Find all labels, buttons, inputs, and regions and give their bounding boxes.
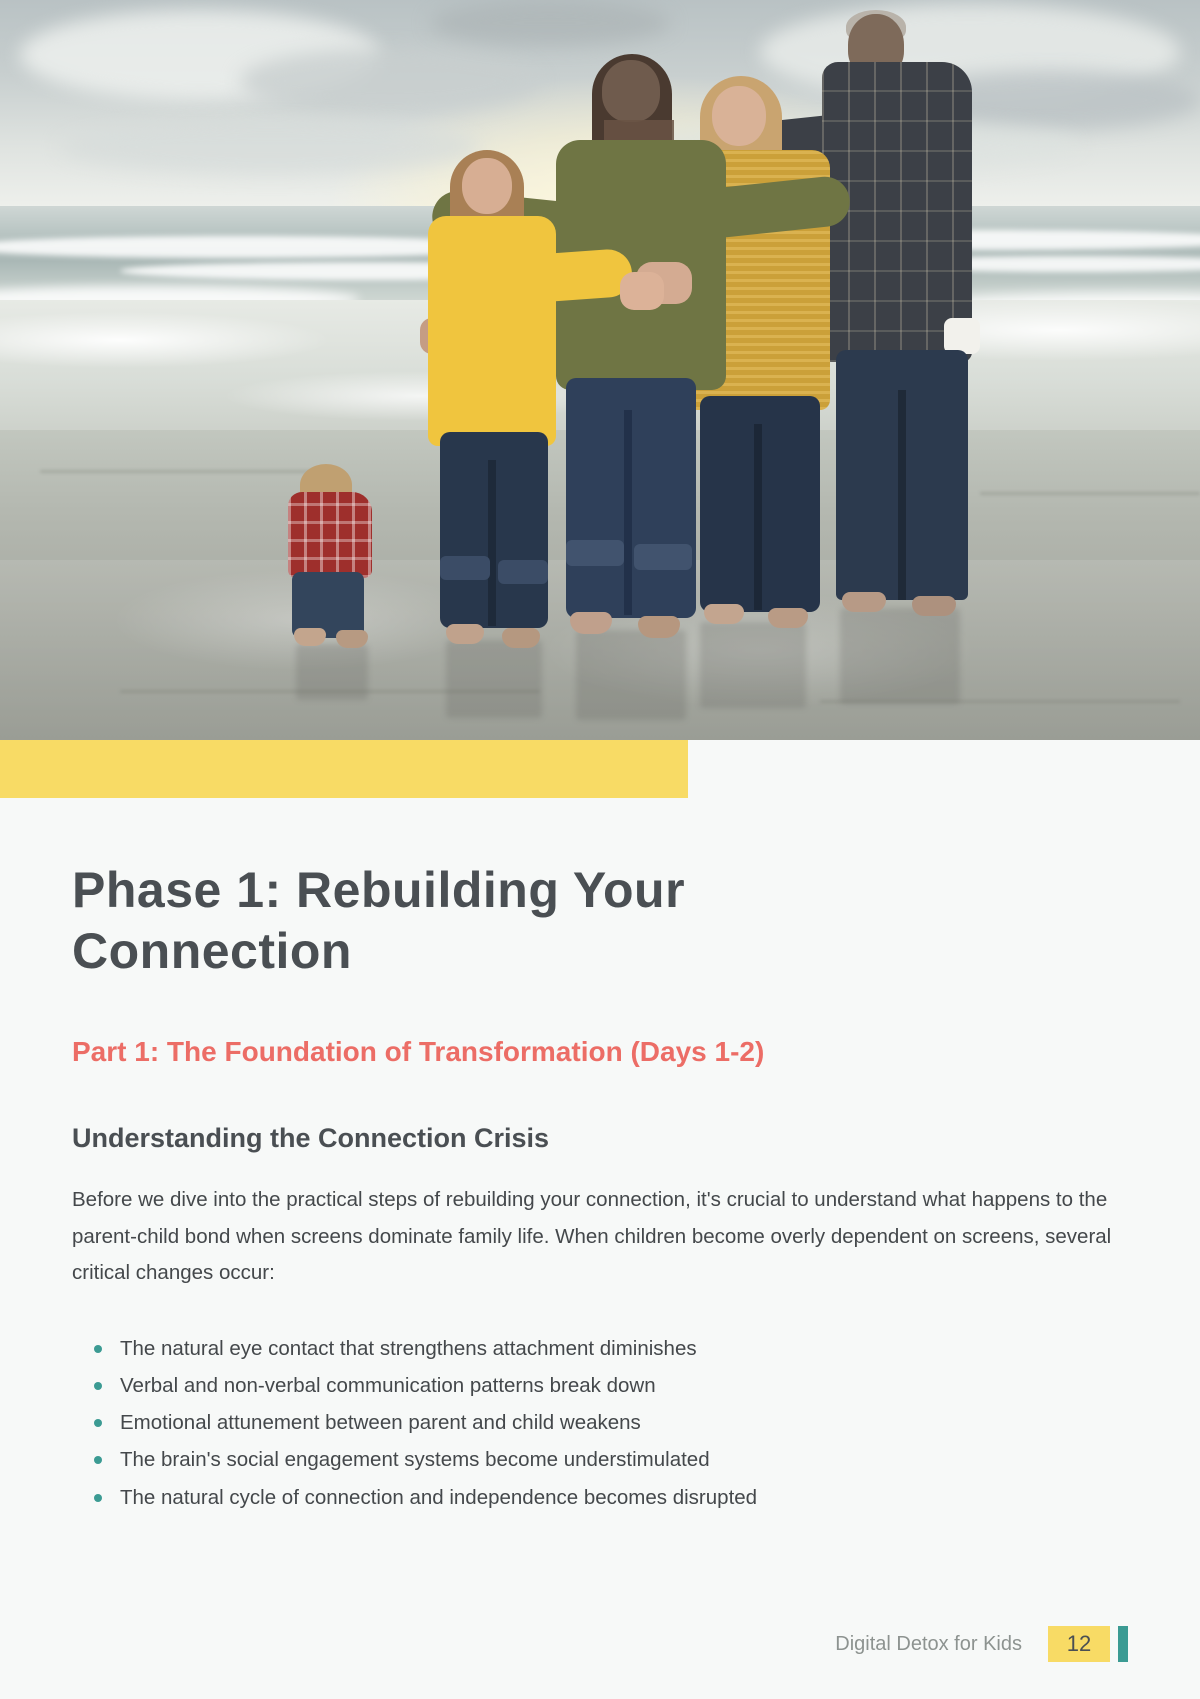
intro-paragraph: Before we dive into the practical steps of rebuilding your connection, it's crucial to understand what happens to the parent-child bond when screens dominate family life. When children become overly dependent on screens, several critical changes occur: [72, 1188, 1112, 1285]
child-plaid-shirt [288, 492, 372, 578]
list-item: The natural eye contact that strengthens attachment diminishes [94, 1330, 1128, 1367]
list-item: The brain's social engagement systems become understimulated [94, 1441, 1128, 1478]
girl-jeans-cuff [498, 560, 548, 584]
teal-tick-mark [1118, 1626, 1128, 1662]
page-title: Phase 1: Rebuilding Your Connection [72, 862, 686, 979]
mother-foot [638, 616, 680, 638]
mother-jeans-seam [624, 410, 632, 615]
teen-foot [704, 604, 744, 624]
yellow-accent-bar [0, 740, 688, 798]
child-foot [294, 628, 326, 646]
page-number-badge: 12 [1048, 1626, 1110, 1662]
mother-jeans-cuff [566, 540, 624, 566]
figure-reflection [576, 630, 686, 720]
mother-head [602, 60, 660, 122]
teen-foot [768, 608, 808, 628]
figure-reflection [296, 644, 368, 700]
girl-hand [620, 272, 664, 310]
part-heading: Part 1: The Foundation of Transformation (Days 1-2) [72, 1036, 765, 1067]
child-foot [336, 630, 368, 648]
girl-head [462, 158, 512, 214]
father-foot [842, 592, 886, 612]
father-jeans-seam [898, 390, 906, 600]
book-title-label: Digital Detox for Kids [835, 1632, 1022, 1655]
figure-reflection [840, 608, 960, 704]
girl-foot [502, 628, 540, 648]
figure-reflection [700, 622, 806, 708]
girl-jeans-cuff [440, 556, 490, 580]
list-item: Verbal and non-verbal communication patterns break down [94, 1367, 1128, 1404]
list-item: The natural cycle of connection and independence becomes disrupted [94, 1479, 1128, 1516]
girl-yellow-jacket [428, 216, 556, 446]
teen-head [712, 86, 766, 146]
father-foot [912, 596, 956, 616]
teen-jeans-seam [754, 424, 762, 610]
page-footer [0, 1623, 1200, 1665]
mother-jeans-cuff [634, 544, 692, 570]
section-subheading: Understanding the Connection Crisis [72, 1122, 550, 1153]
figure-reflection [446, 640, 542, 718]
girl-jeans-seam [488, 460, 496, 626]
father-shirt-cuff [944, 318, 980, 354]
list-item: Emotional attunement between parent and child weakens [94, 1404, 1128, 1441]
mother-foot [570, 612, 612, 634]
girl-foot [446, 624, 484, 644]
family-group [0, 0, 1200, 740]
changes-bullet-list [72, 1330, 1128, 1516]
hero-image [0, 0, 1200, 740]
page-content [72, 860, 1128, 1516]
